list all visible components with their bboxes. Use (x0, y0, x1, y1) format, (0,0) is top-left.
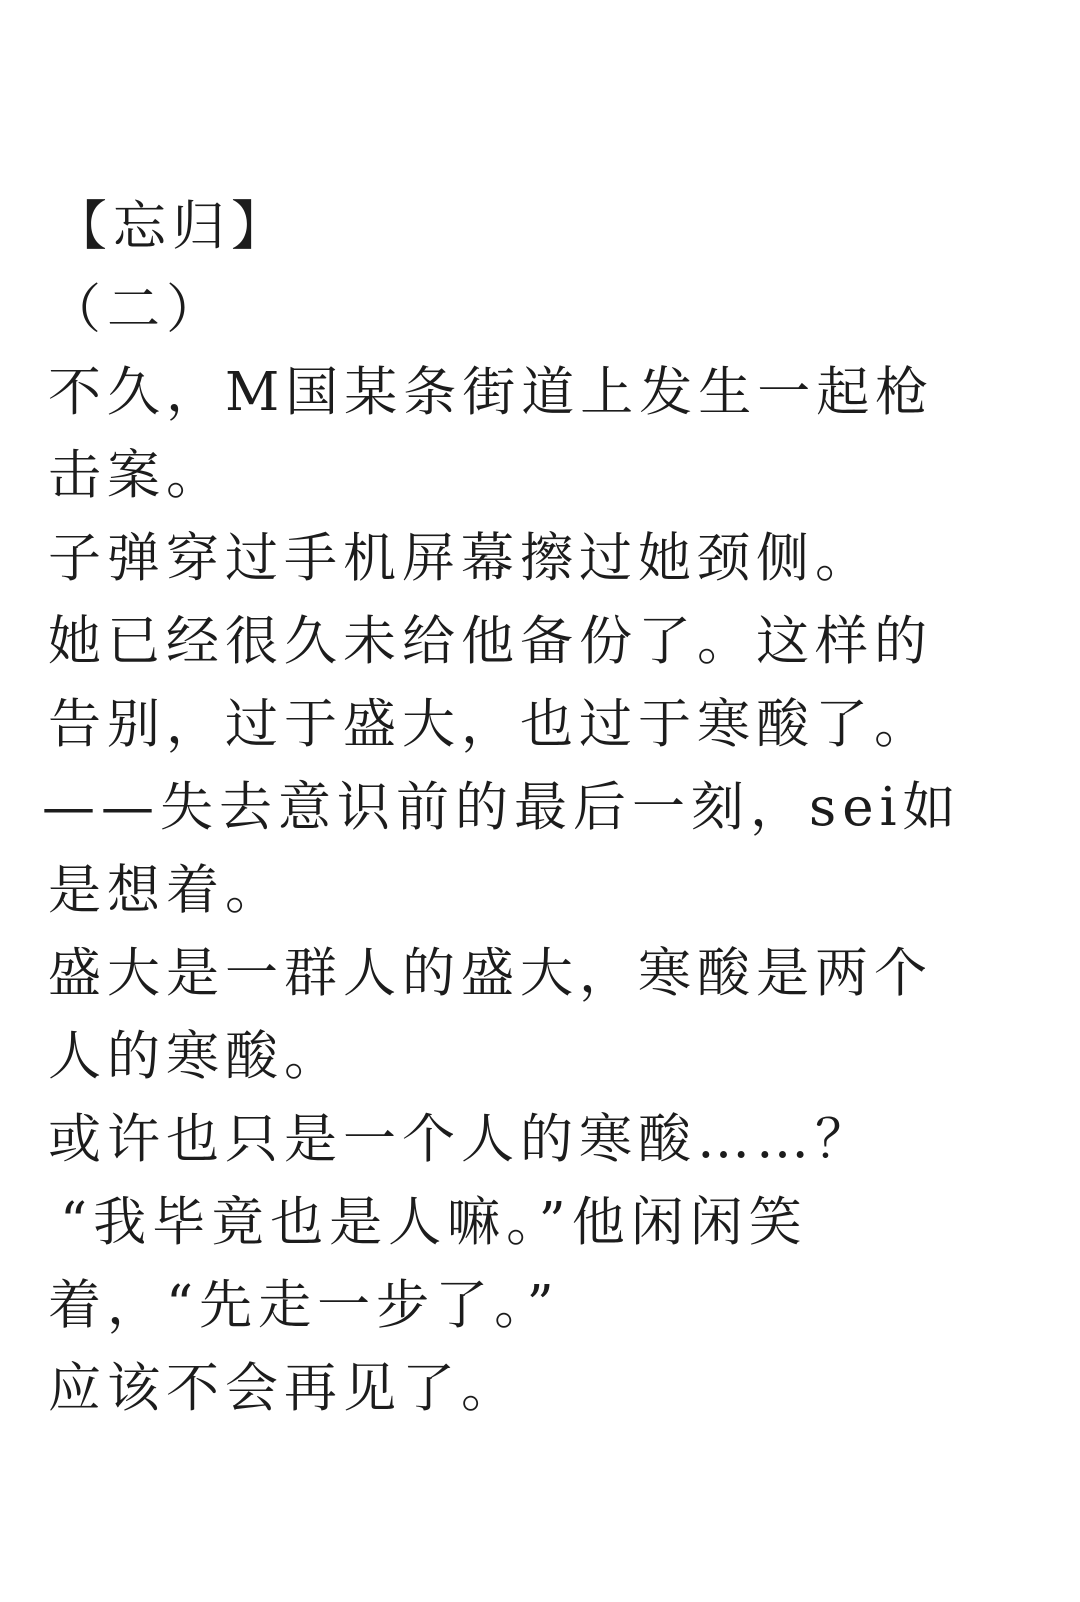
text-line: 不久，M国某条街道上发生一起枪 (48, 362, 935, 423)
text-line: 人的寒酸。 (48, 1026, 343, 1087)
text-line: 着，“先走一步了。” (48, 1275, 560, 1336)
text-line: 告别，过于盛大，也过于寒酸了。 (48, 694, 933, 755)
text-line: 子弹穿过手机屏幕擦过她颈侧。 (48, 528, 874, 589)
text-line: “我毕竟也是人嘛。”他闲闲笑 (60, 1192, 808, 1253)
text-line: ——失去意识前的最后一刻，sei如 (42, 777, 962, 838)
chapter-number: （二） (48, 279, 225, 340)
story-text (42, 185, 1038, 1430)
text-line: 击案。 (48, 445, 225, 506)
text-line: 应该不会再见了。 (48, 1358, 520, 1419)
text-line: 或许也只是一个人的寒酸……？ (48, 1109, 874, 1170)
text-line: 她已经很久未给他备份了。这样的 (48, 611, 933, 672)
text-line: 是想着。 (48, 860, 284, 921)
text-line: 盛大是一群人的盛大，寒酸是两个 (48, 943, 933, 1004)
story-title: 【忘归】 (54, 196, 290, 257)
